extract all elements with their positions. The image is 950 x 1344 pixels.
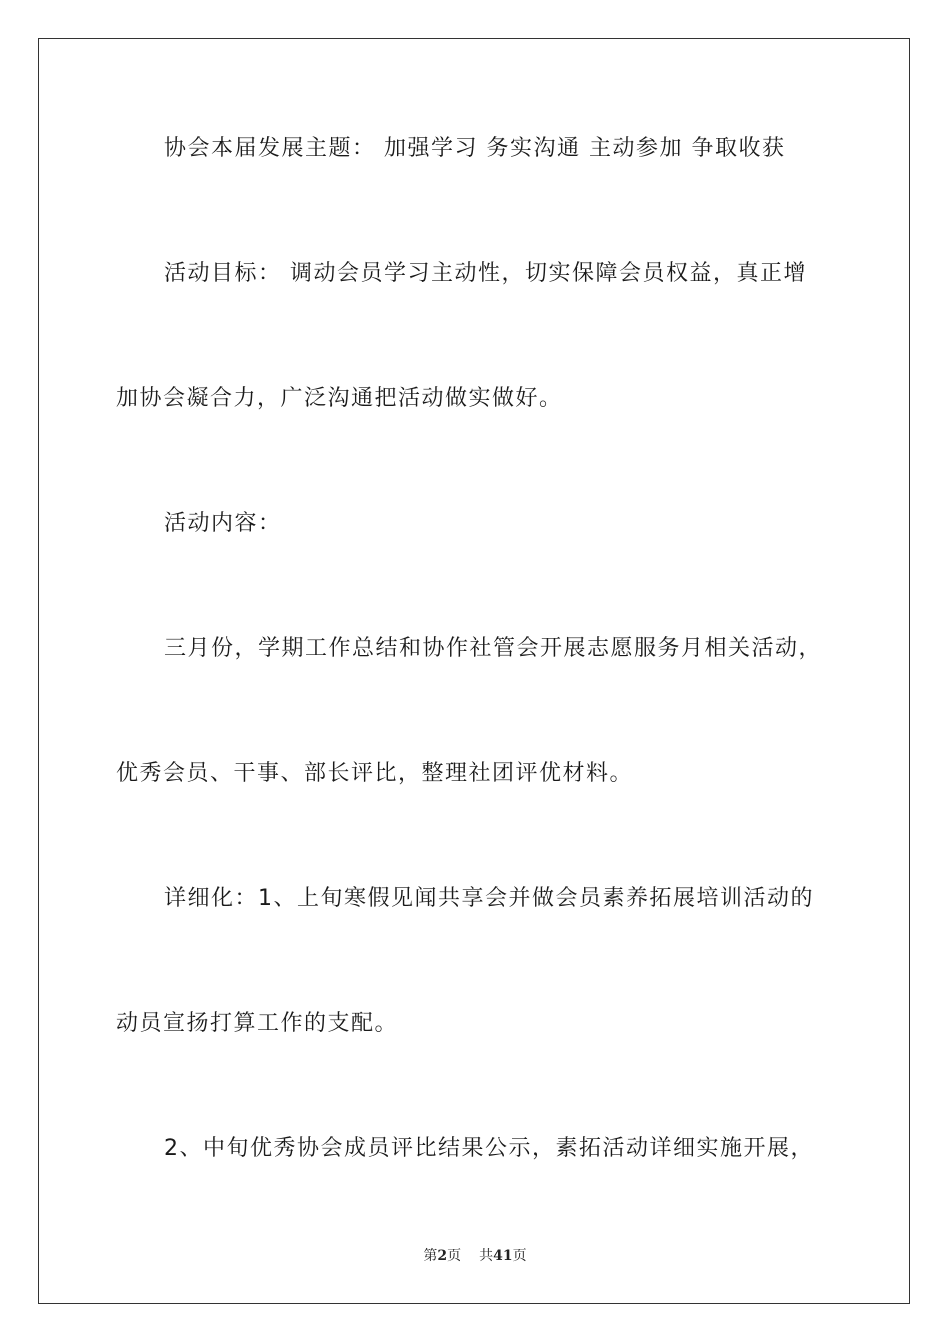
page-number: 2 bbox=[437, 1248, 448, 1264]
text-line-content-heading: 活动内容： bbox=[164, 511, 282, 536]
total-prefix: 共 bbox=[479, 1248, 494, 1264]
total-pages: 41 bbox=[493, 1248, 513, 1264]
text-line-goal-cont: 加协会凝合力，广泛沟通把活动做实做好。 bbox=[116, 386, 563, 411]
text-line-detail-1-cont: 动员宣扬打算工作的支配。 bbox=[116, 1011, 399, 1036]
total-suffix: 页 bbox=[512, 1248, 527, 1264]
page-prefix: 第 bbox=[423, 1248, 438, 1264]
text-line-theme: 协会本届发展主题： 加强学习 务实沟通 主动参加 争取收获 bbox=[164, 136, 786, 161]
page-footer bbox=[0, 1247, 950, 1265]
page-suffix: 页 bbox=[447, 1248, 462, 1264]
text-line-detail-1: 详细化：1、上旬寒假见闻共享会并做会员素养拓展培训活动的 bbox=[164, 886, 814, 911]
text-line-detail-2: 2、中旬优秀协会成员评比结果公示，素拓活动详细实施开展， bbox=[164, 1136, 814, 1161]
page-border bbox=[38, 38, 910, 1304]
text-line-march-cont: 优秀会员、干事、部长评比，整理社团评优材料。 bbox=[116, 761, 634, 786]
text-line-march: 三月份，学期工作总结和协作社管会开展志愿服务月相关活动， bbox=[164, 636, 823, 661]
text-line-goal: 活动目标： 调动会员学习主动性，切实保障会员权益，真正增 bbox=[164, 261, 807, 286]
